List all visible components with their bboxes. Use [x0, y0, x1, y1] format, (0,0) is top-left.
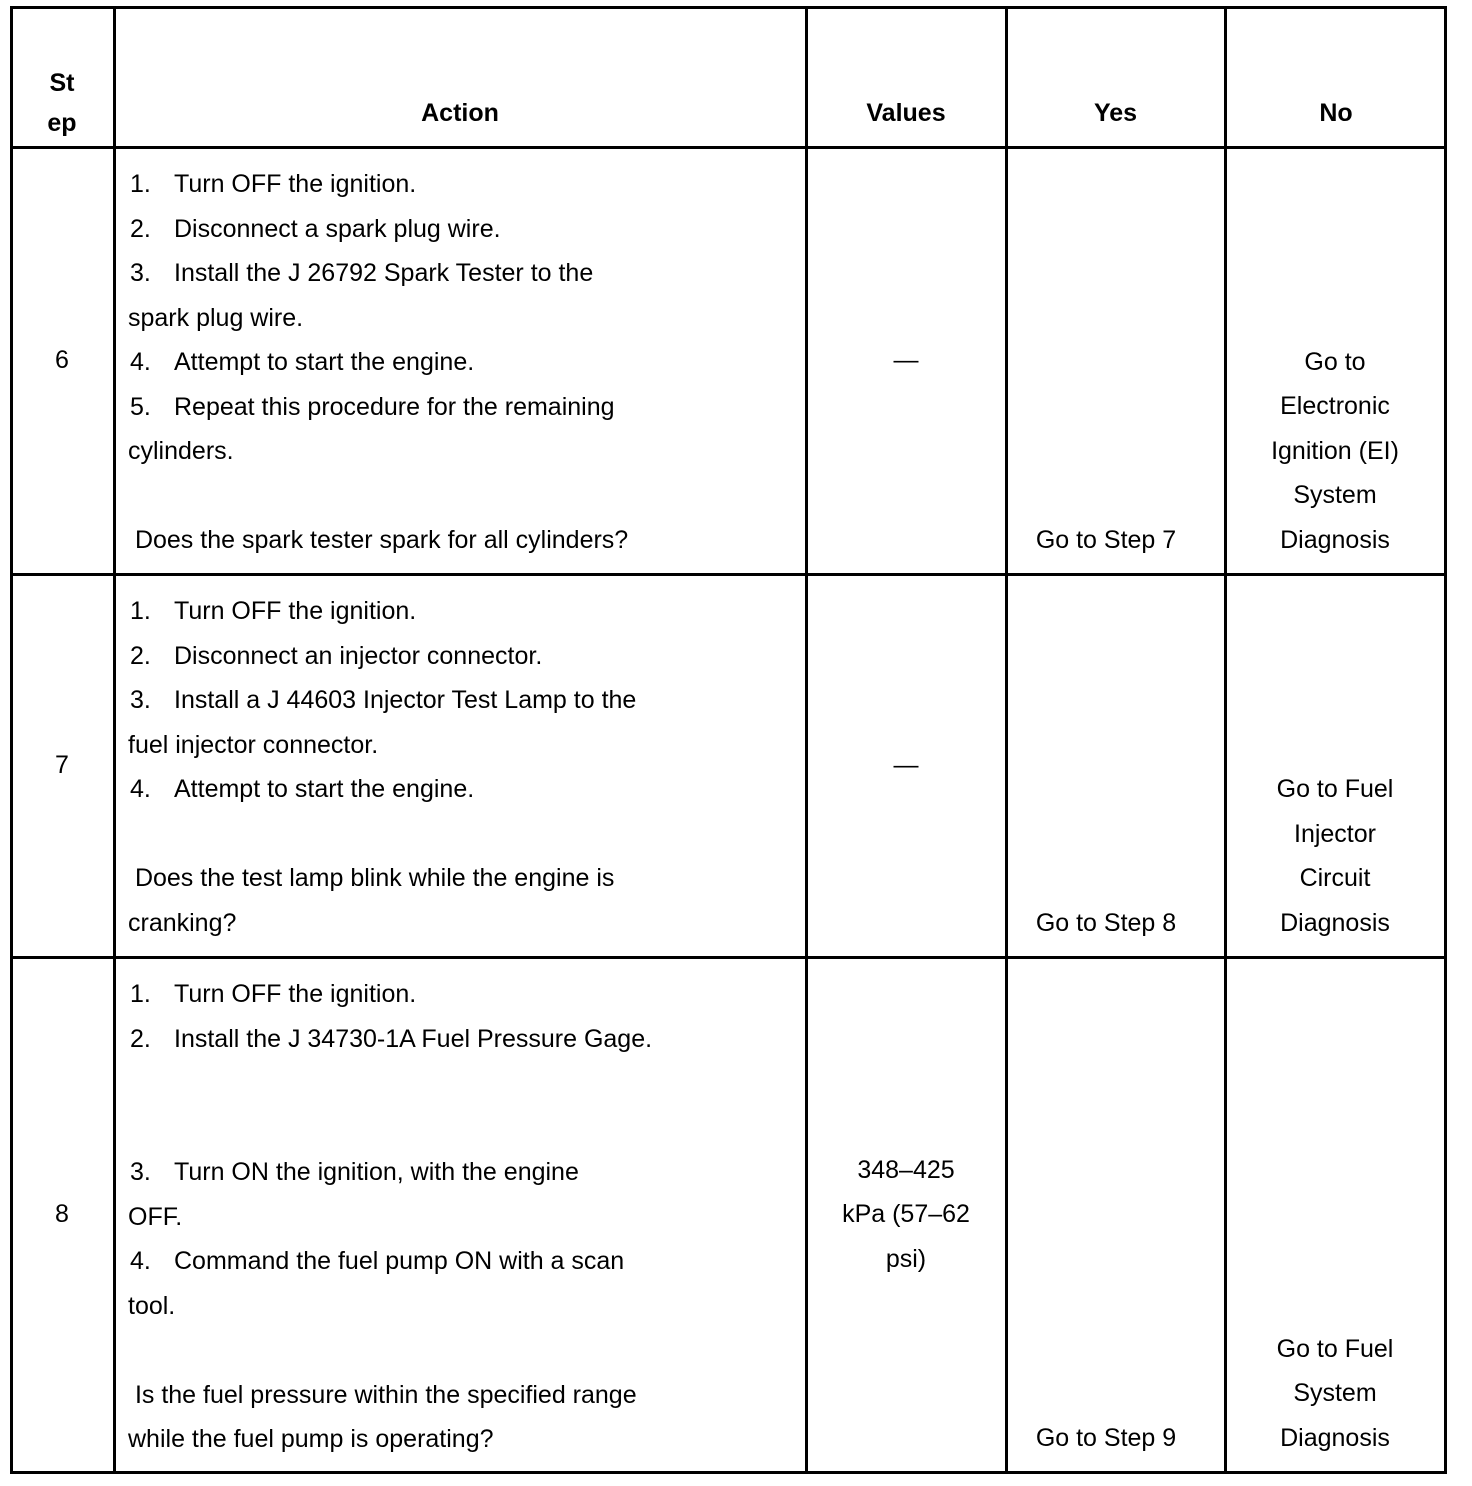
header-yes [1006, 6, 1225, 128]
action-line [128, 1417, 798, 1462]
step-item-number: 2. [130, 641, 151, 670]
step-item-number: 3. [130, 259, 151, 287]
header-no-label: No [1319, 99, 1353, 127]
action-text: Repeat this procedure for the remaining [174, 392, 615, 421]
border [10, 6, 13, 1474]
action-line [128, 1239, 798, 1284]
action-line [128, 1195, 798, 1240]
action-line [128, 589, 798, 634]
no-link[interactable]: Diagnosis [1280, 1423, 1390, 1452]
border [805, 6, 808, 1474]
action-line [128, 474, 798, 519]
diagnostic-table [10, 6, 1447, 1474]
step-number: 6 [55, 346, 69, 374]
step-item-number: 2. [130, 1024, 151, 1053]
values-cell [806, 147, 1006, 574]
step-item-number: 3. [130, 1158, 151, 1186]
action-text: Attempt to start the engine. [174, 775, 475, 803]
border [1005, 6, 1008, 1474]
values-cell [806, 957, 1006, 1472]
action-line [128, 429, 798, 474]
values-line: 348–425 [857, 1155, 955, 1184]
border [10, 956, 1447, 959]
header-yes-label: Yes [1093, 99, 1138, 127]
action-line [128, 207, 798, 252]
action-text: cylinders. [128, 437, 234, 465]
action-line [128, 1106, 798, 1151]
action-line [128, 723, 798, 768]
step-cell [10, 147, 114, 574]
action-text: OFF. [128, 1202, 183, 1231]
step-item-number: 1. [130, 980, 151, 1008]
action-text: Turn OFF the ignition. [174, 170, 417, 198]
header-step [10, 6, 114, 147]
action-text: Install the J 34730-1A Fuel Pressure Gage. [174, 1024, 653, 1053]
header-action [114, 6, 806, 128]
values-line: — [893, 346, 919, 375]
no-cell [1225, 147, 1445, 574]
no-link[interactable]: Go to Fuel [1276, 775, 1394, 803]
action-text: while the fuel pump is operating? [128, 1425, 494, 1453]
border [10, 6, 1447, 9]
action-line [128, 901, 798, 946]
header-values-label: Values [866, 99, 946, 127]
header-action-label: Action [421, 99, 499, 127]
no-link[interactable]: Circuit [1299, 864, 1371, 892]
action-text: Turn ON the ignition, with the engine [174, 1158, 579, 1186]
step-cell [10, 574, 114, 957]
action-text: fuel injector connector. [128, 730, 379, 759]
no-cell [1225, 957, 1445, 1472]
step-item-number: 1. [130, 170, 151, 198]
no-link[interactable]: Diagnosis [1280, 908, 1390, 937]
step-item-number: 4. [130, 775, 151, 803]
action-text: Command the fuel pump ON with a scan [174, 1247, 625, 1275]
yes-link[interactable]: Go to Step 7 [1035, 525, 1177, 554]
step-item-number: 2. [130, 214, 151, 243]
action-cell [128, 147, 798, 574]
action-text: Attempt to start the engine. [174, 348, 475, 376]
action-line [128, 340, 798, 385]
step-number: 8 [55, 1200, 69, 1228]
no-link[interactable]: System [1293, 481, 1377, 509]
values-line: psi) [885, 1244, 927, 1273]
yes-link[interactable]: Go to Step 9 [1035, 1423, 1177, 1452]
header-no [1225, 6, 1447, 128]
action-line [128, 1150, 798, 1195]
header-values [806, 6, 1006, 128]
action-line [128, 972, 798, 1017]
header-step-line1: St [49, 69, 75, 97]
action-line [128, 856, 798, 901]
action-line [128, 162, 798, 207]
no-link[interactable]: Electronic [1280, 392, 1390, 420]
no-link[interactable]: Go to [1304, 347, 1366, 376]
action-text: Is the fuel pressure within the specified range [128, 1380, 637, 1409]
step-cell [10, 957, 114, 1472]
step-item-number: 4. [130, 348, 151, 376]
action-text: Install a J 44603 Injector Test Lamp to the [174, 686, 637, 714]
action-cell [128, 957, 798, 1472]
action-line [128, 296, 798, 341]
yes-cell [1006, 957, 1206, 1472]
step-item-number: 4. [130, 1247, 151, 1275]
action-text: Install the J 26792 Spark Tester to the [174, 259, 594, 287]
action-line [128, 385, 798, 430]
action-cell [128, 574, 798, 957]
border [113, 6, 116, 1474]
no-link[interactable]: System [1293, 1379, 1377, 1407]
step-number: 7 [55, 751, 69, 779]
border [1224, 6, 1227, 1474]
yes-cell [1006, 147, 1206, 574]
border [10, 573, 1447, 576]
action-line [128, 1328, 798, 1373]
action-text: Turn OFF the ignition. [174, 980, 417, 1008]
no-link[interactable]: Injector [1294, 819, 1376, 848]
action-text: Disconnect a spark plug wire. [174, 214, 501, 243]
action-line [128, 1284, 798, 1329]
action-line [128, 251, 798, 296]
action-line [128, 1061, 798, 1106]
action-line [128, 767, 798, 812]
action-line [128, 518, 798, 563]
values-cell [806, 574, 1006, 957]
no-link[interactable]: Ignition (EI) [1271, 436, 1399, 465]
action-text: Does the test lamp blink while the engine is [128, 864, 615, 892]
border [10, 146, 1447, 149]
action-line [128, 634, 798, 679]
border [10, 1471, 1447, 1474]
values-line: kPa (57–62 [842, 1200, 970, 1229]
values-line: — [893, 751, 919, 780]
yes-cell [1006, 574, 1206, 957]
step-item-number: 5. [130, 392, 151, 421]
border [1444, 6, 1447, 1474]
no-cell [1225, 574, 1445, 957]
action-line [128, 1017, 798, 1062]
no-link[interactable]: Diagnosis [1280, 525, 1390, 554]
yes-link[interactable]: Go to Step 8 [1035, 908, 1177, 937]
action-text: Does the spark tester spark for all cylinders? [128, 526, 629, 554]
no-link[interactable]: Go to Fuel [1276, 1334, 1394, 1363]
action-line [128, 678, 798, 723]
action-text: spark plug wire. [128, 303, 304, 332]
action-text: cranking? [128, 908, 237, 937]
header-step-line2: ep [47, 109, 77, 137]
action-line [128, 812, 798, 857]
action-text: tool. [128, 1291, 176, 1320]
action-text: Turn OFF the ignition. [174, 597, 417, 625]
step-item-number: 1. [130, 597, 151, 625]
step-item-number: 3. [130, 686, 151, 714]
action-line [128, 1373, 798, 1418]
action-text: Disconnect an injector connector. [174, 641, 543, 670]
